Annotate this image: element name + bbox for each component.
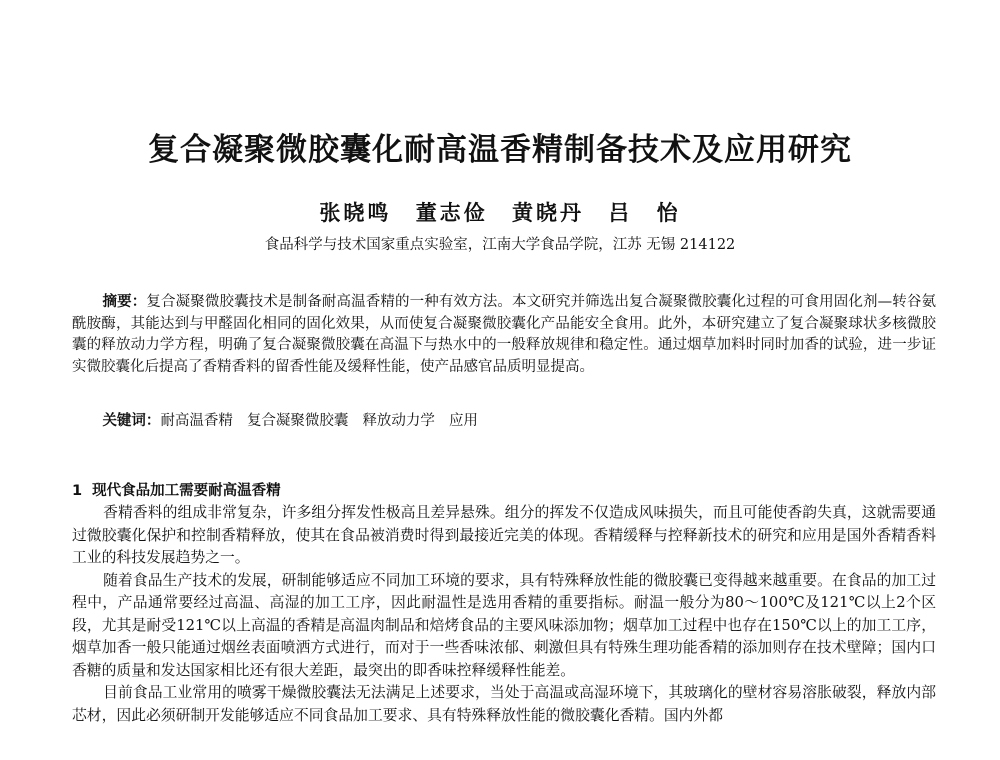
abstract-label: 摘要： xyxy=(102,294,147,310)
author-name: 吕 怡 xyxy=(608,200,681,225)
author-list xyxy=(0,198,1000,228)
author-name: 董志俭 xyxy=(415,200,488,225)
section-title: 现代食品加工需要耐高温香精 xyxy=(92,483,281,499)
abstract xyxy=(72,292,936,378)
body-paragraph: 香精香料的组成非常复杂，许多组分挥发性极高且差异悬殊。组分的挥发不仅造成风味损失，而且可能使香韵失真，这就需要通过微胶囊化保护和控制香精释放，使其在食品被消费时得到最接近完美的体现。香精缓释与控释新技术的研究和应用是国外香精香料工业的科技发展趋势之一。 xyxy=(72,504,936,566)
keywords-label: 关键词： xyxy=(102,413,161,429)
body-paragraph: 随着食品生产技术的发展，研制能够适应不同加工环境的要求，具有特殊释放性能的微胶囊已变得越来越重要。在食品的加工过程中，产品通常要经过高温、高湿的加工工序，因此耐温性是选用香精的重要指标。耐温一般分为80～100℃及121℃以上2个区段，尤其是耐受121℃以上高温的香精是高温肉制品和焙烤食品的主要风味添加物；烟草加工过程中也存在150℃以上的加工工序，烟草加香一般只能通过烟丝表面喷洒方式进行，而对于一些香味浓郁、刺激但具有特殊生理功能香精的添加则存在技术壁障；国内口香糖的质量和发达国家相比还有很大差距，最突出的即香味控释缓释性能差。 xyxy=(72,571,936,679)
author-name: 黄晓丹 xyxy=(512,200,584,225)
body-paragraph: 目前食品工业常用的喷雾干燥微胶囊法无法满足上述要求，当处于高温或高湿环境下，其玻璃化的壁材容易溶胀破裂，释放内部芯材，因此必须研制开发能够适应不同食品加工要求、具有特殊释放性能的微胶囊化香精。国内外都 xyxy=(72,684,936,724)
keywords xyxy=(72,410,936,432)
keyword: 复合凝聚微胶囊 xyxy=(246,413,349,429)
keyword: 释放动力学 xyxy=(362,413,435,429)
body-text xyxy=(72,502,936,727)
keyword: 应用 xyxy=(448,413,478,429)
paper-title: 复合凝聚微胶囊化耐高温香精制备技术及应用研究 xyxy=(148,132,852,168)
keyword: 耐高温香精 xyxy=(160,413,233,429)
abstract-text: 复合凝聚微胶囊技术是制备耐高温香精的一种有效方法。本文研究并筛选出复合凝聚微胶囊化过程的可食用固化剂—转谷氨酰胺酶，其能达到与甲醛固化相同的固化效果，从而使复合凝聚微胶囊化产品能安全食用。此外，本研究建立了复合凝聚球状多核微胶囊的释放动力学方程，明确了复合凝聚微胶囊在高温下与热水中的一般释放规律和稳定性。通过烟草加料时同时加香的试验，进一步证实微胶囊化后提高了香精香料的留香性能及缓释性能，使产品感官品质明显提高。 xyxy=(72,294,937,375)
author-name: 张晓鸣 xyxy=(319,200,392,225)
section-heading xyxy=(72,480,936,502)
section-number: 1 xyxy=(72,483,83,499)
affiliation: 食品科学与技术国家重点实验室，江南大学食品学院，江苏 无锡 214122 xyxy=(264,237,736,253)
